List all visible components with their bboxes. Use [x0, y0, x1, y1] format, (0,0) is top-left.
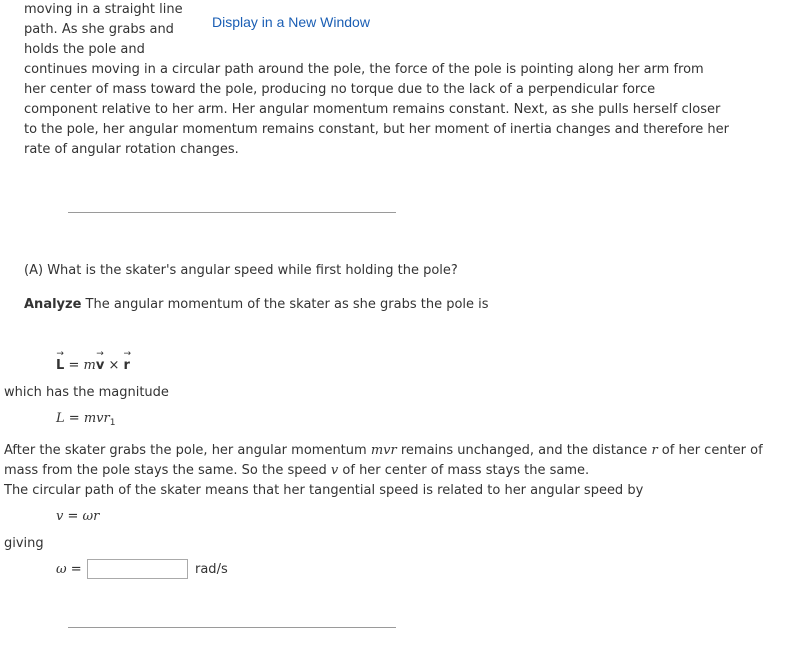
- equation-angular-momentum-vector: [56, 349, 132, 373]
- vector-L: → L: [56, 349, 65, 373]
- after-line-3: The circular path of the skater means that her tangential speed is related to her angular speed by: [4, 483, 644, 498]
- intro-line-8: rate of angular rotation changes.: [24, 142, 239, 157]
- intro-line-7: to the pole, her angular momentum remains constant, but her moment of inertia changes and therefore her: [24, 122, 729, 137]
- equals-sign-2: =: [68, 411, 80, 426]
- equation-tangential-speed: v = ωr: [56, 509, 100, 524]
- intro-line-2: path. As she grabs and: [24, 22, 174, 37]
- mass-symbol: m: [83, 358, 96, 373]
- cross-product-sign: ×: [108, 358, 120, 373]
- L-symbol: L: [56, 411, 65, 426]
- question-text: What is the skater's angular speed while first holding the pole?: [47, 263, 458, 278]
- divider-top: [68, 212, 396, 213]
- divider-bottom: [68, 627, 396, 628]
- equation-magnitude: [56, 411, 115, 428]
- analyze-label: Analyze: [24, 297, 82, 312]
- mvr-symbol: mvr: [83, 411, 110, 426]
- intro-line-1: moving in a straight line: [24, 2, 183, 17]
- subscript-1: 1: [109, 418, 116, 428]
- magnitude-text: which has the magnitude: [4, 385, 169, 400]
- unit-label: rad/s: [195, 562, 228, 577]
- display-new-window-link[interactable]: Display in a New Window: [212, 14, 370, 30]
- vector-r: → r: [123, 349, 132, 373]
- vector-v: → v: [95, 349, 105, 373]
- omega-symbol: ω: [56, 562, 67, 577]
- intro-line-3: holds the pole and: [24, 42, 145, 57]
- after-line-1: After the skater grabs the pole, her angular momentum mvr remains unchanged, and the distance r of her center of: [4, 443, 763, 458]
- question-a: [24, 261, 458, 281]
- intro-line-5: her center of mass toward the pole, producing no torque due to the lack of a perpendicular force: [24, 82, 656, 97]
- analyze-line: [24, 295, 489, 315]
- intro-line-6: component relative to her arm. Her angular momentum remains constant. Next, as she pulls herself closer: [24, 102, 721, 117]
- answer-label: [56, 562, 82, 577]
- equals-sign-answer: =: [70, 562, 82, 577]
- equals-sign: =: [68, 358, 80, 373]
- angular-speed-input[interactable]: [87, 559, 188, 579]
- giving-text: giving: [4, 536, 44, 551]
- question-label: (A): [24, 263, 44, 278]
- after-line-2: mass from the pole stays the same. So the speed v of her center of mass stays the same.: [4, 463, 590, 478]
- intro-line-4: continues moving in a circular path around the pole, the force of the pole is pointing along her arm from: [24, 62, 704, 77]
- analyze-text: The angular momentum of the skater as she grabs the pole is: [85, 297, 489, 312]
